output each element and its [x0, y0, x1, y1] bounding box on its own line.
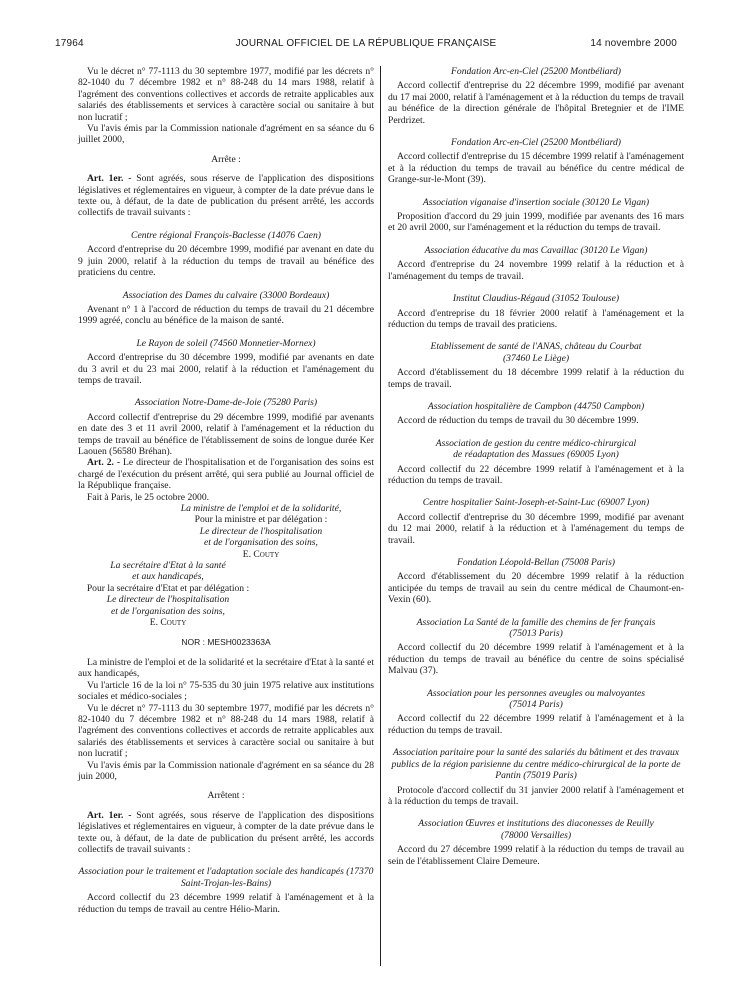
signature-line: Le directeur de l'hospitalisation [106, 594, 230, 606]
section-text: Proposition d'accord du 29 juin 1999, modifiée par avenants des 16 mars et 20 avril 2000, sur l'aménagement et la réduction du temps de travail. [388, 211, 684, 234]
heading-line: (75013 Paris) [509, 628, 563, 640]
article-2 [78, 457, 374, 491]
section-heading: Association éducative du mas Cavaillac (30120 Le Vigan) [424, 244, 648, 256]
signatory-name: E. Couty [242, 548, 280, 560]
heading-line: Association de gestion du centre médico-chirurgical [435, 437, 637, 449]
signature-line: La secrétaire d'Etat à la santé [110, 560, 226, 572]
journal-title: JOURNAL OFFICIEL DE LA RÉPUBLIQUE FRANÇAISE [235, 38, 497, 49]
heading-line: (75014 Paris) [509, 699, 563, 711]
section-text: Avenant n° 1 à l'accord de réduction du temps de travail du 21 décembre 1999 agréé, conclu au bénéfice de la maison de santé. [78, 303, 374, 327]
section-text: Accord collectif du 20 décembre 1999 relatif à l'aménagement et à la réduction du temps de travail au bénéfice du centre de soins spécialisé Malvau (37). [388, 642, 684, 677]
section-heading: Fondation Léopold-Bellan (75008 Paris) [456, 557, 616, 568]
section-text: Accord d'établissement du 20 décembre 1999 relatif à la réduction anticipée du temps de travail au sein du centre médical de Chaumont-en-Vexin (60). [388, 571, 684, 606]
section-text: Accord collectif du 22 décembre 1999 relatif à l'aménagement et à la réduction du temps de travail. [388, 713, 684, 736]
heading-line: Association La Santé de la famille des chemins de fer français [416, 616, 656, 628]
section-heading: Fondation Arc-en-Ciel (25200 Montbéliard) [451, 137, 621, 149]
section-text: Accord d'entreprise du 30 décembre 1999, modifié par avenants en date du 3 avril et du 23 mai 2000, relatif à la réduction et l'aménagement du temps de travail. [78, 352, 374, 386]
section-text: Accord de réduction du temps de travail du 30 décembre 1999. [397, 415, 639, 427]
fait-line: Fait à Paris, le 25 octobre 2000. [87, 491, 210, 503]
nor-reference: NOR : MESH0023363A [181, 637, 271, 648]
section-heading: Institut Claudius-Régaud (31052 Toulouse) [452, 293, 620, 305]
heading-line: (78000 Versailles) [500, 829, 572, 841]
signature-block-minister [148, 503, 374, 560]
section-text: Accord collectif d'entreprise du 29 décembre 1999, modifié par avenants en date des 3 et 11 avril 2000, relatif à l'aménagement et la réduction du temps de travail au bénéfice de l'établissement de soins de longue durée Ker Laouen (56580 Bréhan). [78, 411, 374, 457]
heading-line: Association Œuvres et institutions des diaconesses de Reuilly [418, 818, 654, 830]
section-heading [388, 688, 684, 711]
signatory-name: E. Couty [149, 617, 187, 629]
arretent-heading: Arrêtent : [207, 790, 245, 802]
signature-line: et de l'organisation des soins, [111, 605, 225, 617]
section-heading: Association paritaire pour la santé des salariés du bâtiment et des travaux publics de la région parisienne du centre médico-chirurgical de la porte de Pantin (75019 Paris) [391, 747, 681, 782]
section-text: Accord collectif d'entreprise du 30 décembre 1999, modifié par avenant du 12 mai 2000, relatif à la réduction et à l'aménagement du temps de travail. [388, 511, 684, 546]
paragraph: La ministre de l'emploi et de la solidarité et la secrétaire d'Etat à la santé et aux handicapés, [78, 656, 374, 680]
section-text: Accord collectif du 22 décembre 1999 relatif à l'aménagement et à la réduction du temps de travail. [388, 463, 684, 486]
article-text: Sont agréés, sous réserve de l'application des dispositions législatives et réglementaires en vigueur, à compter de la date prévue dans le texte ou, à défaut, de la date de publication du présent arrêté, les accords collectifs de travail suivants : [78, 173, 374, 219]
heading-line: Etablissement de santé de l'ANAS, château du Courbat [430, 341, 642, 353]
signature-line: Le directeur de l'hospitalisation [199, 525, 323, 537]
section-text: Protocole d'accord collectif du 31 janvier 2000 relatif à l'aménagement et à la réduction du temps de travail. [388, 784, 684, 807]
signature-line: Pour la secrétaire d'Etat et par délégation : [86, 582, 250, 594]
paragraph: Vu l'article 16 de la loi n° 75-535 du 30 juin 1975 relative aux institutions sociales et médico-sociales ; [78, 679, 374, 703]
section-text: Accord d'établissement du 18 décembre 1999 relatif à la réduction du temps de travail. [388, 367, 684, 390]
article-text: Le directeur de l'hospitalisation et de l'organisation des soins est chargé de l'exécution du présent arrêté, qui sera publié au Journal officiel de la République française. [78, 457, 374, 492]
article-label: Art. 1er. - [87, 173, 132, 185]
signature-line: Pour la ministre et par délégation : [194, 514, 328, 526]
section-heading: Centre hospitalier Saint-Joseph-et-Saint-Luc (69007 Lyon) [422, 497, 650, 509]
heading-line: (37460 Le Liège) [502, 352, 570, 364]
issue-date: 14 novembre 2000 [590, 38, 677, 49]
section-heading: Fondation Arc-en-Ciel (25200 Montbéliard) [451, 66, 621, 77]
section-text: Accord du 27 décembre 1999 relatif à la réduction du temps de travail au sein de l'établissement Claire Demeure. [388, 844, 684, 867]
arrete-heading: Arrête : [211, 153, 241, 165]
left-column [78, 66, 374, 915]
section-text: Accord collectif du 23 décembre 1999 relatif à l'aménagement et à la réduction du temps de travail au centre Hélio-Marin. [78, 892, 374, 915]
article-text: Sont agréés, sous réserve de l'application des dispositions législatives et réglementaires en vigueur, à compter de la date prévue dans le texte ou, à défaut, de la date de publication du présent arrêté, les accords collectifs de travail suivants : [78, 809, 374, 855]
section-text: Accord collectif d'entreprise du 15 décembre 1999 relatif à l'aménagement et à la réduction du temps de travail au bénéfice du centre médical de Grange-sur-le-Mont (39). [388, 151, 684, 186]
article-1 [78, 173, 374, 219]
section-heading [388, 438, 684, 461]
page-number: 17964 [55, 38, 84, 49]
section-heading: Association viganaise d'insertion sociale (30120 Le Vigan) [422, 196, 650, 208]
right-column [388, 66, 684, 867]
paragraph: Vu le décret n° 77-1113 du 30 septembre 1977, modifié par les décrets n° 82-1040 du 7 décembre 1982 et n° 88-248 du 14 mars 1988, relatif à l'agrément des conventions collectives et accords de retraite applicables aux salariés des établissements et services à caractère social ou sanitaire à but non lucratif ; [78, 66, 374, 123]
paragraph: Vu l'avis émis par la Commission nationale d'agrément en sa séance du 6 juillet 2000, [78, 123, 374, 146]
article-1 [78, 810, 374, 856]
section-heading [388, 818, 684, 841]
heading-line: Association pour les personnes aveugles ou malvoyantes [427, 687, 645, 699]
signature-line: La ministre de l'emploi et de la solidarité, [180, 503, 342, 514]
section-heading: Association pour le traitement et l'adaptation sociale des handicapés (17370 Saint-Trojan-les-Bains) [78, 866, 374, 889]
article-label: Art. 2. - [87, 457, 121, 469]
section-text: Accord d'entreprise du 20 décembre 1999, modifié par avenant en date du 9 juin 2000, relatif à la réduction du temps de travail au bénéfice des praticiens du centre. [78, 244, 374, 279]
section-heading: Le Rayon de soleil (74560 Monnetier-Mornex) [136, 337, 316, 349]
section-heading: Association des Dames du calvaire (33000 Bordeaux) [122, 289, 330, 301]
section-heading: Association Notre-Dame-de-Joie (75280 Paris) [134, 397, 318, 409]
section-text: Accord collectif d'entreprise du 22 décembre 1999, modifié par avenant du 17 mai 2000, relatif à l'aménagement et à la réduction du temps de travail au bénéfice de la direction générale de l'hôpital Bretegnier et de l'IME Perdrizet. [388, 80, 684, 126]
signature-block-secretary [78, 560, 258, 628]
paragraph: Vu le décret n° 77-1113 du 30 septembre 1977, modifié par les décrets n° 82-1040 du 7 décembre 1982 et n° 88-248 du 14 mars 1988, relatif à l'agrément des conventions collectives et accords de retraite applicables aux salariés des établissements et services à caractère social ou sanitaire à but non lucratif ; [78, 702, 374, 760]
article-label: Art. 1er. - [87, 809, 132, 821]
heading-line: de réadaptation des Massues (69005 Lyon) [453, 449, 619, 461]
section-heading [388, 341, 684, 364]
section-text: Accord d'entreprise du 18 février 2000 relatif à l'aménagement et la réduction du temps de travail des praticiens. [388, 307, 684, 330]
signature-line: et aux handicapés, [132, 571, 204, 583]
signature-line: et de l'organisation des soins, [204, 537, 318, 549]
paragraph: Vu l'avis émis par la Commission nationale d'agrément en sa séance du 28 juin 2000, [78, 759, 374, 782]
section-text: Accord d'entreprise du 24 novembre 1999 relatif à la réduction et à l'aménagement du temps de travail. [388, 259, 684, 282]
section-heading: Association hospitalière de Campbon (44750 Campbon) [427, 400, 645, 412]
column-divider [380, 66, 381, 966]
section-heading: Centre régional François-Baclesse (14076 Caen) [131, 229, 321, 241]
section-heading [388, 617, 684, 640]
